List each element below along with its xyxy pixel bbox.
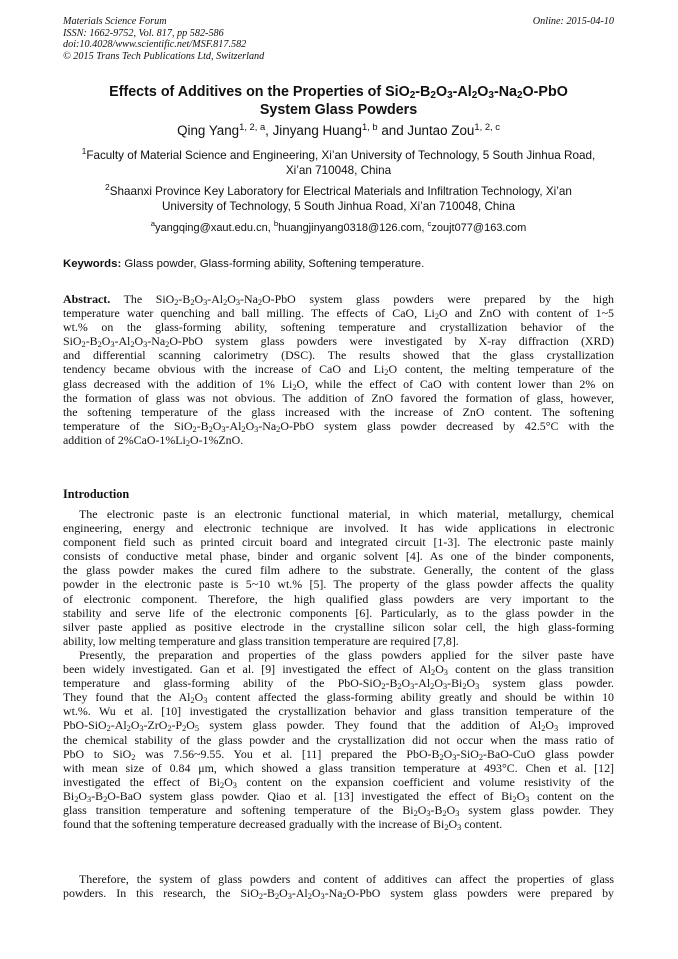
text-line: silver paste applied as positive electrode in the crystalline silicon solar cell, the high glass-forming [63, 619, 614, 634]
affiliation-2-line-1: $^2$Shaanxi Province Key Laboratory for Electrical Materials and Infiltration Technology, Xi’an [105, 183, 572, 198]
online-date: Online: 2015-04-10 [532, 16, 614, 27]
author-list: Qing Yang$^{1, 2, a}$, Jinyang Huang$^{1, b}$ and Juntao Zou$^{1, 2, c}$ [177, 122, 500, 138]
text-line: glass transition temperature and softening temperature of the $Bi_2O_3-B_2O_3$ system glass powder. They [63, 803, 614, 819]
keywords [63, 257, 614, 271]
paper-title [63, 83, 614, 119]
keywords-label: Keywords: [63, 258, 122, 270]
intro-paragraph-1 [63, 507, 614, 648]
text-line: They found that the $Al_2O_3$ content affected the glass-forming ability greatly and should be within 10 [63, 690, 614, 706]
abstract-line: Abstract. The $SiO_2-B_2O_3-Al_2O_3-Na_2O$-PbO system glass powders were prepared by the high [63, 292, 614, 307]
text-line: the glass powder makes the cured film adhere to the substrate. Generally, the content of the glass [63, 563, 614, 578]
abstract-line: glass decreased with the addition of 1% $Li_2O$, while the effect of CaO with content lower than 2% on [63, 376, 614, 392]
intro-paragraph-3 [63, 872, 614, 900]
text-line: Presently, the preparation and properties of the glass powders applied for the silver paste have [79, 648, 614, 662]
text-line: wt.%. Wu et al. [10] investigated the crystallization behavior and glass transition temperature of the [63, 704, 614, 719]
keywords-text: Glass powder, Glass-forming ability, Softening temperature. [124, 258, 425, 270]
text-line: powders. In this research, the $SiO_2-B_2O_3-Al_2O_3-Na_2O$-PbO system glass powders were prepared by [63, 886, 614, 902]
abstract-line: tendency became obvious with the increase of CaO and $Li_2O$ content, the melting temperature of the [63, 362, 614, 378]
abstract-line: temperature water quenching and ball milling. The effects of CaO, $Li_2O$ and ZnO with content of 1~5 [63, 306, 614, 322]
journal-header [63, 16, 264, 62]
text-line: with mean size of 0.84 μm, which showed a glass transition temperature at 493°C. Chen et al. [12] [63, 760, 614, 775]
abstract-line: addition of $2\%CaO-1\%Li_2O-1\%ZnO$. [63, 432, 244, 448]
text-line: temperature and glass-forming ability of the PbO-$SiO_2-B_2O_3-Al_2O_3-Bi_2O_3$ system glass powder. [63, 676, 614, 692]
text-line: found that the softening temperature decreased gradually with the increase of $Bi_2O_3$ content. [63, 817, 503, 833]
text-line: Therefore, the system of glass powders and content of additives can affect the properties of glass [79, 872, 614, 886]
text-line: the chemical stability of the glass powder and the crystallization did not occur when the mass ratio of [63, 732, 614, 747]
affiliation-1-line-2: Xi’an 710048, China [285, 164, 392, 177]
affiliation-2 [63, 184, 614, 214]
abstract-line: and differential scanning calorimetry (DSC). The results showed that the glass crystallization [63, 348, 614, 363]
copyright-line: © 2015 Trans Tech Publications Ltd, Switzerland [63, 50, 265, 62]
section-heading-introduction: Introduction [63, 487, 130, 501]
abstract-line: the formation of glass was not obvious. The addition of ZnO favored the formation of glass, however, [63, 390, 614, 405]
affiliation-1-line-1: $^1$Faculty of Material Science and Engineering, Xi’an University of Technology, 5 South Jinhua Road, [81, 147, 596, 162]
intro-paragraph-2 [63, 648, 614, 831]
abstract-line: $SiO_2-B_2O_3-Al_2O_3-Na_2O$-PbO system glass powders were investigated by X-ray diffraction (XRD) [63, 334, 614, 350]
abstract-line: the softening temperature of the glass increased with the increase of ZnO content. The softening [63, 404, 614, 419]
journal-name: Materials Science Forum [63, 16, 167, 27]
issn-line: ISSN: 1662-9752, Vol. 817, pp 582-586 [63, 27, 224, 39]
affiliation-1 [63, 148, 614, 178]
text-line: ability, low melting temperature and glass transition temperature are required [7,8]. [63, 633, 459, 648]
text-line: consists of conductive metal phase, binder and organic solvent [4]. As one of the binder components, [63, 549, 614, 564]
abstract-line: wt.% on the glass-forming ability, softening temperature and crystallization behavior of the [63, 320, 614, 335]
text-line: The electronic paste is an electronic functional material, in which material, metallurgy, chemical [79, 507, 614, 521]
text-line: component field such as printed circuit board and integrated circuit [1-3]. The electronic paste mainly [63, 535, 614, 550]
text-line: powder in the electronic paste is 5~10 wt.% [5]. The property of the glass powder affects the quality [63, 577, 614, 592]
text-line: PbO-$SiO_2-Al_2O_3-ZrO_2-P_2O_5$ system glass powder. They found that the addition of $Al_2O_3$ improved [63, 718, 615, 734]
title-line-1: Effects of Additives on the Properties of $SiO_2-B_2O_3-Al_2O_3-Na_2O$-PbO [109, 84, 568, 101]
text-line: stability and serve life of the electronic components [6]. Particularly, as to the glass powder in the [63, 605, 614, 620]
text-line: $Bi_2O_3-B_2O$-BaO system glass powder. Qiao et al. [13] investigated the effect of $Bi_2O_3$ content on the [63, 788, 614, 804]
text-line: engineering, energy and electronic technique are involved. It has wide applications in electronic [63, 521, 614, 536]
doi-line: doi:10.4028/www.scientific.net/MSF.817.582 [63, 39, 247, 50]
text-line: of electronic component. Therefore, the high qualified glass powders are very important to the [63, 591, 614, 606]
text-line: PbO to SiO$_2$ was 7.56~9.55. You et al. [11] prepared the PbO-$B_2O_3-SiO_2-BaO$-CuO glass powder [63, 746, 614, 762]
title-line-2: System Glass Powders [259, 102, 418, 118]
text-line: been widely investigated. Gan et al. [9] investigated the effect of $Al_2O_3$ content on the glass transition [63, 662, 614, 678]
abstract [63, 292, 614, 447]
affiliation-2-line-2: University of Technology, 5 South Jinhua Road, Xi’an 710048, China [161, 200, 515, 213]
abstract-label: Abstract. [63, 292, 111, 306]
author-emails: $^a$yangqing@xaut.edu.cn, $^b$huangjinyang0318@126.com, $^c$zoujt077@163.com [150, 219, 527, 234]
abstract-line: temperature of the $SiO_2-B_2O_3-Al_2O_3-Na_2O$-PbO system glass powder decreased by 42.5°C with the [63, 418, 614, 434]
text-line: investigated the effect of $Bi_2O_3$ content on the expansion coefficient and volume resistivity of the [63, 774, 614, 790]
